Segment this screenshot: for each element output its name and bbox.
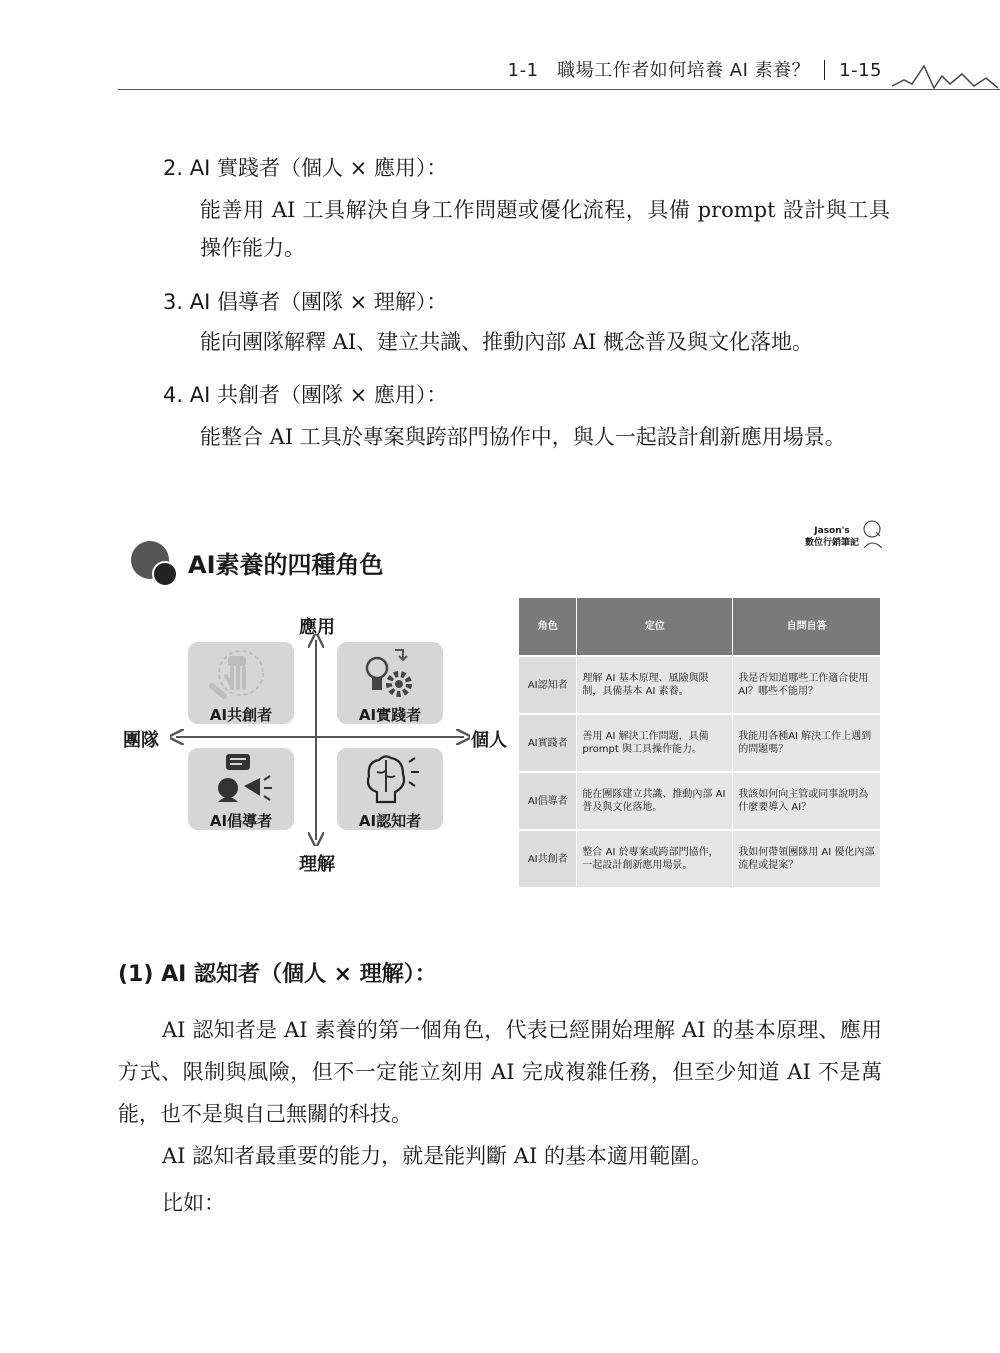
section-heading: (1) AI 認知者（個人 × 理解）：: [118, 962, 437, 987]
table-cell: 整合 AI 於專案或跨部門協作，一起設計創新應用場景。: [577, 830, 733, 887]
table-cell-role: AI倡導者: [519, 772, 577, 830]
item-2-body: 能善用 AI 工具解決自身工作問題或優化流程，具備 prompt 設計與工具操作能力。: [200, 198, 890, 260]
table-row: [519, 772, 881, 830]
logo-line-1: Jason's: [814, 526, 850, 536]
hand-gear-icon: [188, 642, 294, 704]
table-cell: 我是否知道哪些工作適合使用 AI？哪些不能用？: [733, 656, 881, 714]
logo-line-2: 數位行銷筆記: [805, 538, 860, 548]
axis-label-left: 團隊: [123, 730, 159, 751]
item-4-body: 能整合 AI 工具於專案與跨部門協作中，與人一起設計創新應用場景。: [200, 425, 846, 449]
axis-label-right: 個人: [471, 730, 507, 751]
brain-bulb-icon: [337, 748, 443, 810]
table-header-cell: 角色: [519, 598, 577, 656]
quadrant-label-top-right: AI實踐者: [358, 706, 422, 724]
title-bullet-dot-icon: [152, 561, 178, 587]
table-cell: 我如何帶領團隊用 AI 優化內部流程或提案？: [733, 830, 881, 887]
item-2-heading: 2. AI 實踐者（個人 × 應用）：: [163, 156, 448, 180]
table-cell: 我該如何向主管或同事說明為什麼要導入 AI？: [733, 772, 881, 830]
axis-label-bottom: 理解: [299, 854, 335, 875]
item-3-body: 能向團隊解釋 AI、建立共識、推動內部 AI 概念普及與文化落地。: [200, 330, 813, 354]
lightbulb-gear-icon: [337, 642, 443, 704]
table-cell: 能在團隊建立共識、推動內部 AI 普及與文化落地。: [577, 772, 733, 830]
item-4-heading: 4. AI 共創者（團隊 × 應用）：: [163, 383, 448, 407]
table-row: [519, 656, 881, 714]
table-cell-role: AI共創者: [519, 830, 577, 887]
table-row: [519, 714, 881, 772]
table-header-row: [519, 598, 881, 656]
figure-title: AI素養的四種角色: [188, 551, 384, 579]
running-header: [508, 56, 882, 82]
roles-table: [519, 598, 881, 887]
axis-label-top: 應用: [299, 617, 335, 638]
quadrant-label-bottom-left: AI倡導者: [209, 812, 273, 830]
paragraph-3: 比如：: [162, 1191, 225, 1215]
quadrant-label-bottom-right: AI認知者: [358, 812, 422, 830]
header-rule: [118, 89, 1000, 90]
header-divider: [824, 60, 825, 80]
mountain-wave-icon: [890, 58, 1000, 98]
paragraph-1: AI 認知者是 AI 素養的第一個角色，代表已經開始理解 AI 的基本原理、應用方式、限制與風險，但不一定能立刻用 AI 完成複雜任務，但至少知道 AI 不是萬能，也不是與自己無關的科技。: [118, 1018, 882, 1126]
item-3-heading: 3. AI 倡導者（團隊 × 理解）：: [163, 290, 448, 314]
paragraph-2: AI 認知者最重要的能力，就是能判斷 AI 的基本適用範圍。: [162, 1144, 712, 1168]
brand-logo: [805, 525, 859, 549]
table-cell-role: AI認知者: [519, 656, 577, 714]
megaphone-person-icon: [188, 748, 294, 810]
table-cell: 理解 AI 基本原理、風險與限制，具備基本 AI 素養。: [577, 656, 733, 714]
header-section: 1-1 職場工作者如何培養 AI 素養？: [507, 60, 811, 81]
sketch-face-icon: [860, 518, 886, 550]
table-row: [519, 830, 881, 887]
table-cell: 我能用各種AI 解決工作上遇到的問題嗎？: [733, 714, 881, 772]
table-cell-role: AI實踐者: [519, 714, 577, 772]
page-number: 1-15: [839, 60, 882, 81]
quadrant-label-top-left: AI共創者: [209, 706, 273, 724]
table-cell: 善用 AI 解決工作問題，具備 prompt 與工具操作能力。: [577, 714, 733, 772]
table-header-cell: 定位: [577, 598, 733, 656]
table-header-cell: 自問自答: [733, 598, 881, 656]
